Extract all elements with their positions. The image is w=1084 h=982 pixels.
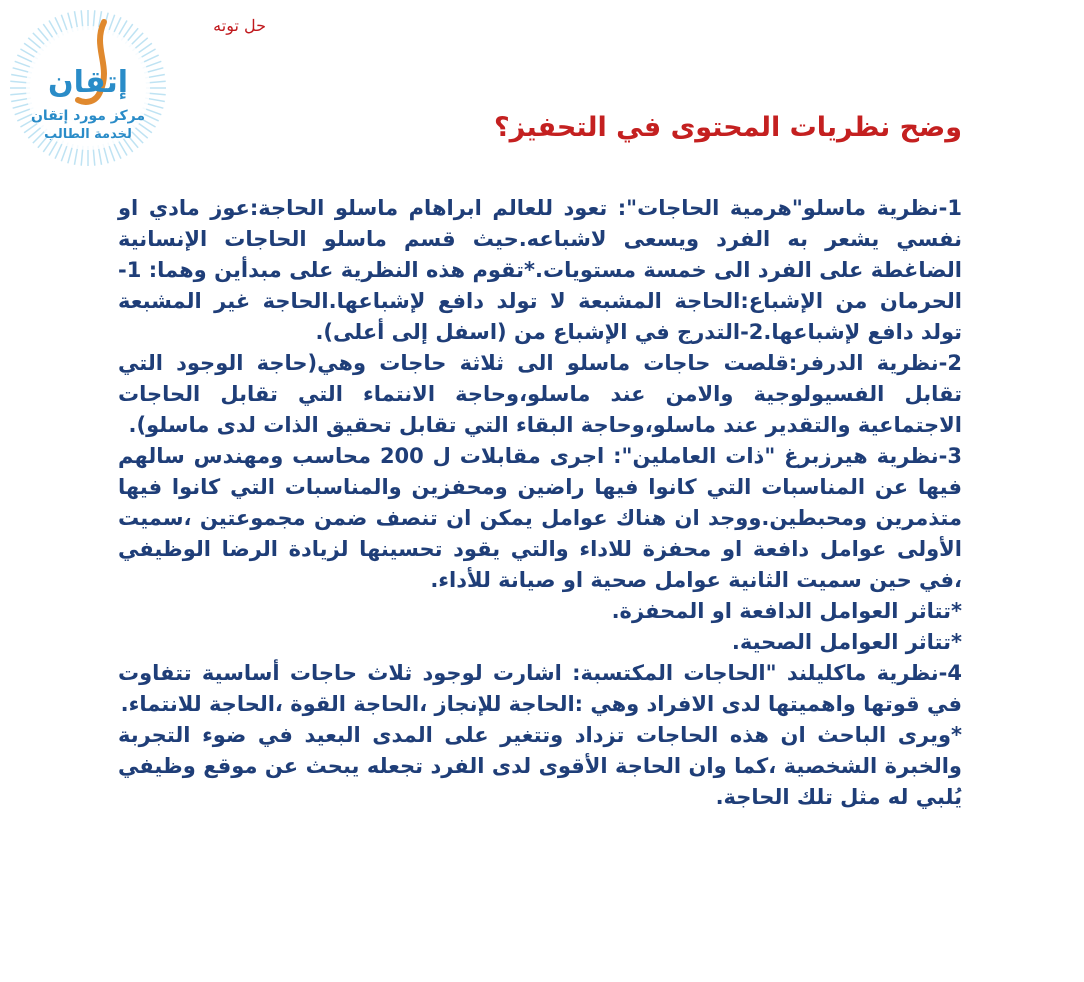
paragraph-herzberg: 3-نظرية هيرزبرغ "ذات العاملين": اجرى مقابلات ل 200 محاسب ومهندس سالهم فيها عن المناسبات التي كانوا فيها راضين ومحفزين والمناسبات التي كانوا فيها متذمرين ومحبطين.ووجد ان هناك عوامل يمكن ان تنصف ضمن مجموعتين ،سميت الأولى عوامل دافعة او محفزة للاداء والتي يقود تحسينها لزيادة الرضا الوظيفي ،في حين سميت الثانية عوامل صحية او صيانة للأداء. bbox=[118, 444, 962, 592]
logo-name-line1: مركز مورد إتقان bbox=[30, 108, 146, 124]
paragraph-alderfer: 2-نظرية الدرفر:قلصت حاجات ماسلو الى ثلاثة حاجات وهي(حاجة الوجود التي تقابل الفسيولوجية والامن عند ماسلو،وحاجة الانتماء التي تقابل الحاجات الاجتماعية والتقدير عند ماسلو،وحاجة البقاء التي تقابل تحقيق الذات لدى ماسلو). bbox=[118, 351, 962, 437]
paragraph-note-hygiene: *تتاثر العوامل الصحية. bbox=[731, 630, 962, 654]
paragraph-mcclelland: 4-نظرية ماكليلند "الحاجات المكتسبة: اشارت لوجود ثلاث حاجات أساسية تتفاوت في قوتها واهميتها لدى الافراد وهي :الحاجة للإنجاز ،الحاجة القوة ،الحاجة للانتماء. bbox=[118, 661, 962, 716]
paragraph-note-motivators: *تتاثر العوامل الدافعة او المحفزة. bbox=[611, 599, 962, 623]
answer-body bbox=[118, 193, 962, 813]
logo-name-line2: لخدمة الطالب bbox=[44, 127, 132, 142]
corner-note: حل توته bbox=[213, 16, 266, 35]
logo-image bbox=[8, 8, 168, 168]
logo-mark: إتقان bbox=[47, 65, 129, 100]
question-title: وضح نظريات المحتوى في التحفيز؟ bbox=[493, 112, 962, 143]
paragraph-maslow: 1-نظرية ماسلو"هرمية الحاجات": تعود للعالم ابراهام ماسلو الحاجة:عوز مادي او نفسي يشعر به الفرد ويسعى لاشباعه.حيث قسم ماسلو الحاجات الإنسانية الضاغطة على الفرد الى خمسة مستويات.*تقوم هذه النظرية على مبدأين وهما: 1- الحرمان من الإشباع:الحاجة المشبعة لا تولد دافع لإشباعها.الحاجة غير المشبعة تولد دافع لإشباعها.2-التدرج في الإشباع من (اسفل إلى أعلى). bbox=[118, 196, 962, 344]
paragraph-researcher-view: *ويرى الباحث ان هذه الحاجات تزداد وتتغير على المدى البعيد في ضوء التجربة والخبرة الشخصية ،كما وان الحاجة الأقوى لدى الفرد تجعله يبحث عن موقع وظيفي يُلبي له مثل تلك الحاجة. bbox=[118, 723, 962, 809]
